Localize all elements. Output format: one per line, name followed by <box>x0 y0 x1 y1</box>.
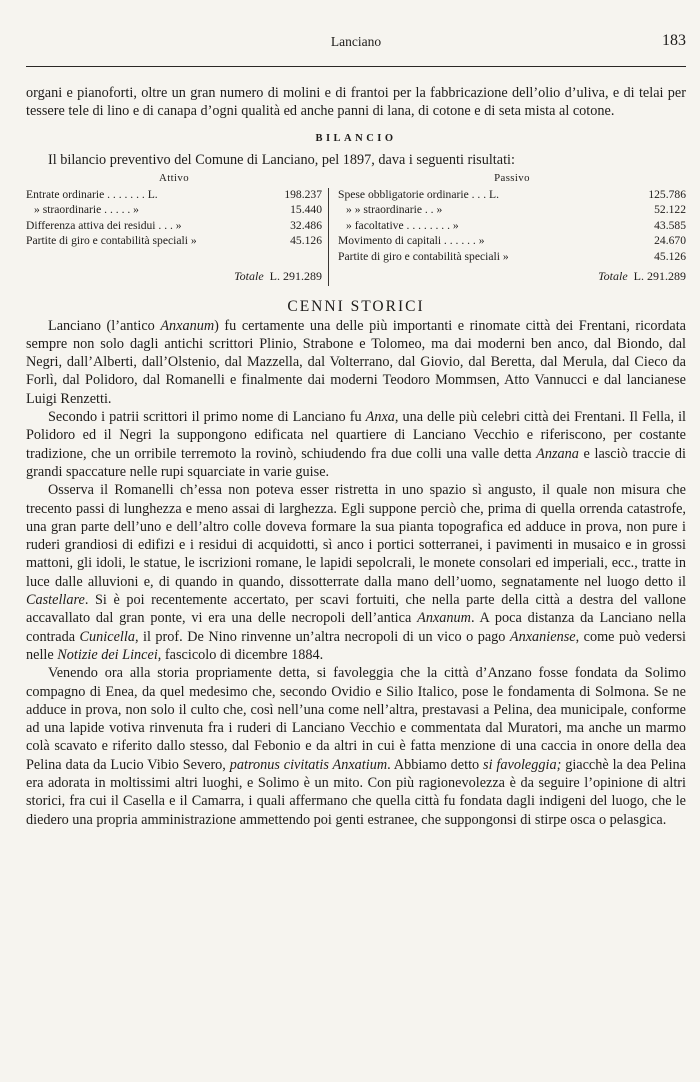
attivo-total-value: L. 291.289 <box>269 268 322 283</box>
passivo-row <box>338 202 686 218</box>
paragraph-3 <box>26 481 686 664</box>
budget-table <box>26 171 686 289</box>
attivo-total <box>234 269 322 285</box>
passivo-total-value: L. 291.289 <box>633 268 686 283</box>
passivo-row <box>338 249 686 265</box>
text-run: . Abbiamo detto <box>387 756 484 773</box>
attivo-value: 45.126 <box>290 234 322 248</box>
passivo-label: Partite di giro e contabilità speciali » <box>338 249 509 263</box>
running-title: Lanciano <box>330 34 382 49</box>
paragraph-1 <box>26 317 686 408</box>
attivo-row <box>26 202 322 218</box>
attivo-value: 198.237 <box>284 187 322 201</box>
italic-run: si favoleggia; <box>483 756 562 773</box>
passivo-total <box>598 269 686 285</box>
attivo-row <box>26 233 322 249</box>
bilancio-intro: Il bilancio preventivo del Comune di Lanciano, pel 1897, dava i seguenti risultati: <box>48 151 515 168</box>
passivo-value: 24.670 <box>654 234 686 248</box>
attivo-label: Differenza attiva dei residui . . . » <box>26 218 182 232</box>
attivo-value: 32.486 <box>290 218 322 232</box>
passivo-value: 45.126 <box>654 249 686 263</box>
bilancio-heading: BILANCIO <box>315 132 397 144</box>
text-run: , il prof. De Nino rinvenne un’altra necropoli di un vico o pago <box>134 628 510 645</box>
text-run: Lanciano (l’antico <box>48 317 161 334</box>
passivo-total-label: Totale <box>598 268 628 283</box>
italic-run: Castellare <box>26 592 85 609</box>
passivo-label: » » straordinarie . . » <box>346 203 443 217</box>
italic-run: patronus civitatis Anxatium <box>229 756 388 773</box>
page-body <box>26 84 686 829</box>
attivo-label: » straordinarie . . . . . » <box>34 203 139 217</box>
passivo-row <box>338 218 686 234</box>
column-divider <box>328 188 329 286</box>
attivo-row <box>26 187 322 203</box>
italic-run: Notizie dei Lincei <box>57 646 158 663</box>
text-run: Venendo ora alla storia propriamente detta, si favoleggia che la città d’Anzano fosse fondata da Solimo compagno di Enea, da quel medesimo che, secondo Ovidio e Silio Italico, pose le fondamenta di Solmona. Se ne adduce in prova, non solo il culto che, così nell’una come nell’altra, prestavasi a Pelina, dea municipale, conforme ad una lapide votiva rinvenuta fra i ruderi di Lanciano Vecchio e commentata dal Muratori, ma anche un marmo colà scavato e riferito dallo stesso, dal Febonio e da altri in cui è fatta menzione di una caccia in onore della dea Pelina data da Lucio Vibio Severo, <box>26 665 686 773</box>
text-run: e lasciò traccie di grandi spaccature nelle rupi squarciate in varie guise. <box>26 445 686 480</box>
text-run: , fascicolo di dicembre 1884. <box>157 646 324 663</box>
passivo-value: 125.786 <box>648 187 686 201</box>
text-run: . A poca distanza da Lanciano nella contrada <box>26 610 686 645</box>
passivo-column <box>338 171 686 283</box>
italic-run: Anxanum <box>160 317 215 334</box>
passivo-row <box>338 233 686 249</box>
attivo-heading: Attivo <box>159 171 189 184</box>
attivo-row <box>26 218 322 234</box>
attivo-column <box>26 171 322 283</box>
attivo-value: 15.440 <box>290 203 322 217</box>
passivo-value: 43.585 <box>654 218 686 232</box>
text-run: ) fu certamente una delle più importanti e rinomate città dei Frentani, ricordata sempre non solo dagli antichi scrittori Plinio, Strabone e Tolomeo, ma dai moderni ben anco, dal Biondo, dal Negri, dall’Alberti, dall’Olstenio, dal Mazzella, dal Volterrano, dal Giovio, dal Beretta, dal Merula, dal Cieco da Forlì, dal Polidoro, dal Romanelli e finalmente dai moderni Teodoro Mommsen, Atto Vannucci e dal lancianese Luigi Renzetti. <box>26 317 686 407</box>
italic-run: Anxaniense <box>509 628 576 645</box>
passivo-label: Spese obbligatorie ordinarie . . . L. <box>338 187 499 201</box>
text-run: , una delle più celebri città dei Frentani. Il Fella, il Polidoro ed il Negri la suppongono edificata nel quartiere di Lanciano Vecchio e riferiscono, per costante tradizione, che un orribile terremoto la rovinò, schiudendo fra due colli una valle detta <box>26 409 687 462</box>
passivo-heading: Passivo <box>494 171 530 184</box>
section-title: CENNI STORICI <box>287 297 425 315</box>
text-run: Osserva il Romanelli ch’essa non poteva esser ristretta in uno spazio sì angusto, il quale non misura che trecento passi di lunghezza e meno assai di larghezza. Egli suppone perciò che, prima di quella orrenda catastrofe, una gran parte dell’uno e dell’altro colle doveva formare la sua pianta topografica ed adduce in prova, non pure i ruderi grandiosi di edifizi e i residui di acquidotti, sì anco i portici sotterranei, i pavimenti in musaico e in grossi mattoni, gli idoli, le statue, le iscrizioni romane, le lapidi sepolcrali, le monete consolari ed imperiali, ecc., tratte in luce dalle alluvioni e, di quando in quando, dissotterrate dalla mano dell’uomo, segnatamente nel luogo detto il <box>26 482 686 590</box>
text-run: Secondo i patrii scrittori il primo nome di Lanciano fu <box>48 409 366 426</box>
text-run: . Si è poi recentemente accertato, per scavi fortuiti, che nella parte della città a destra del vallone accavallato dal gran ponte, vi era una delle necropoli dell’antica <box>26 592 686 627</box>
header-rule <box>26 66 686 67</box>
passivo-label: Movimento di capitali . . . . . . » <box>338 234 485 248</box>
paragraph-4 <box>26 664 686 829</box>
intro-paragraph: organi e pianoforti, oltre un gran numero di molini e di frantoi per la fabbricazione dell’olio d’uliva, e di telai per tessere tele di lino e di canapa d’ogni qualità ed anche panni di lana, di cotone e di seta mista al cotone. <box>26 85 686 120</box>
text-run: , come può vedersi nelle <box>26 628 686 663</box>
text-run: giacchè la dea Pelina era adorata in moltissimi altri luoghi, e Solimo è un mito. Con più ragionevolezza è da seguire l’opinione di altri storici, fra cui il Casella e il Camarra, i quali affermano che quella città fu fondata dagli indigeni del luogo, che le diedero una propria amministrazione ammettendo poi genti estranee, che suppongonsi di stirpe osca o pelasgica. <box>26 756 686 828</box>
running-head <box>26 34 686 54</box>
italic-run: Anxanum <box>417 610 471 627</box>
attivo-total-label: Totale <box>234 268 264 283</box>
passivo-value: 52.122 <box>654 203 686 217</box>
paragraph-2 <box>26 408 686 481</box>
italic-run: Cunicella <box>79 628 135 645</box>
attivo-label: Partite di giro e contabilità speciali » <box>26 234 197 248</box>
italic-run: Anzana <box>536 445 579 462</box>
italic-run: Anxa <box>365 409 395 426</box>
page-number: 183 <box>662 32 686 49</box>
attivo-label: Entrate ordinarie . . . . . . . L. <box>26 187 158 201</box>
passivo-label: » facoltative . . . . . . . . » <box>346 218 459 232</box>
passivo-row <box>338 187 686 203</box>
